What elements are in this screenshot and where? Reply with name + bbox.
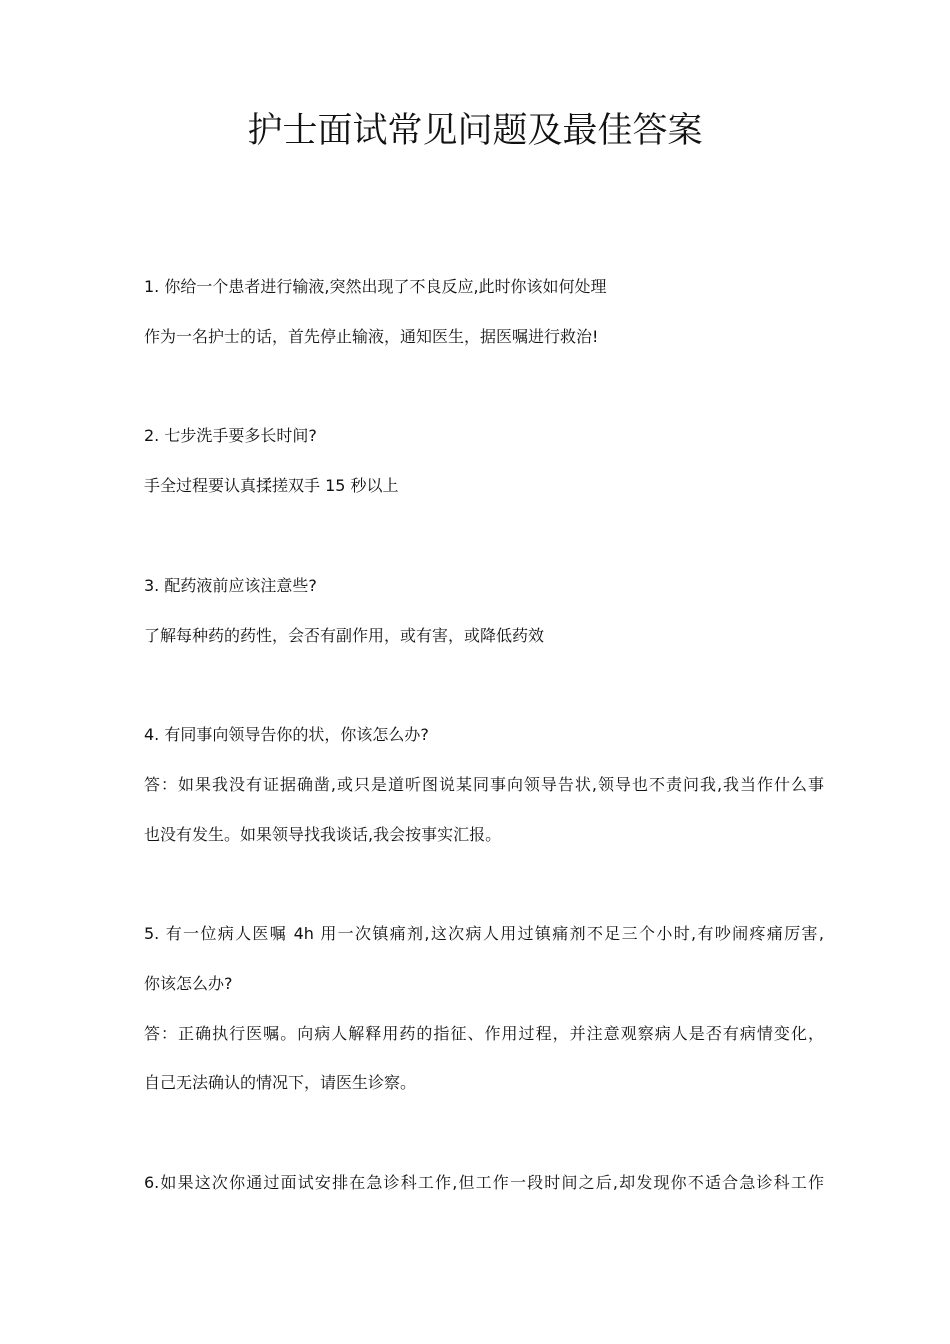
answer-4-line-1: 答：如果我没有证据确凿,或只是道听图说某同事向领导告状,领导也不责问我,我当作什么事 — [144, 775, 824, 794]
answer-2: 手全过程要认真揉搓双手 15 秒以上 — [144, 476, 399, 495]
answer-1: 作为一名护士的话，首先停止输液，通知医生，据医嘱进行救治! — [144, 327, 599, 346]
answer-5-line-2: 自己无法确认的情况下，请医生诊察。 — [144, 1073, 417, 1092]
question-5-line-1: 5. 有一位病人医嘱 4h 用一次镇痛剂,这次病人用过镇痛剂不足三个小时,有吵闹疼痛厉害, — [144, 924, 824, 943]
question-2: 2. 七步洗手要多长时间? — [144, 426, 317, 445]
answer-3: 了解每种药的药性，会否有副作用，或有害，或降低药效 — [144, 626, 545, 645]
answer-4-line-2: 也没有发生。如果领导找我谈话,我会按事实汇报。 — [144, 825, 502, 844]
question-3: 3. 配药液前应该注意些? — [144, 576, 317, 595]
question-6: 6.如果这次你通过面试安排在急诊科工作,但工作一段时间之后,却发现你不适合急诊科工作 — [144, 1173, 824, 1192]
document-title: 护士面试常见问题及最佳答案 — [247, 111, 703, 151]
question-5-line-2: 你该怎么办? — [144, 974, 233, 993]
question-1: 1. 你给一个患者进行输液,突然出现了不良反应,此时你该如何处理 — [144, 277, 607, 296]
answer-5-line-1: 答：正确执行医嘱。向病人解释用药的指征、作用过程，并注意观察病人是否有病情变化， — [144, 1024, 824, 1043]
question-4: 4. 有同事向领导告你的状，你该怎么办? — [144, 725, 429, 744]
